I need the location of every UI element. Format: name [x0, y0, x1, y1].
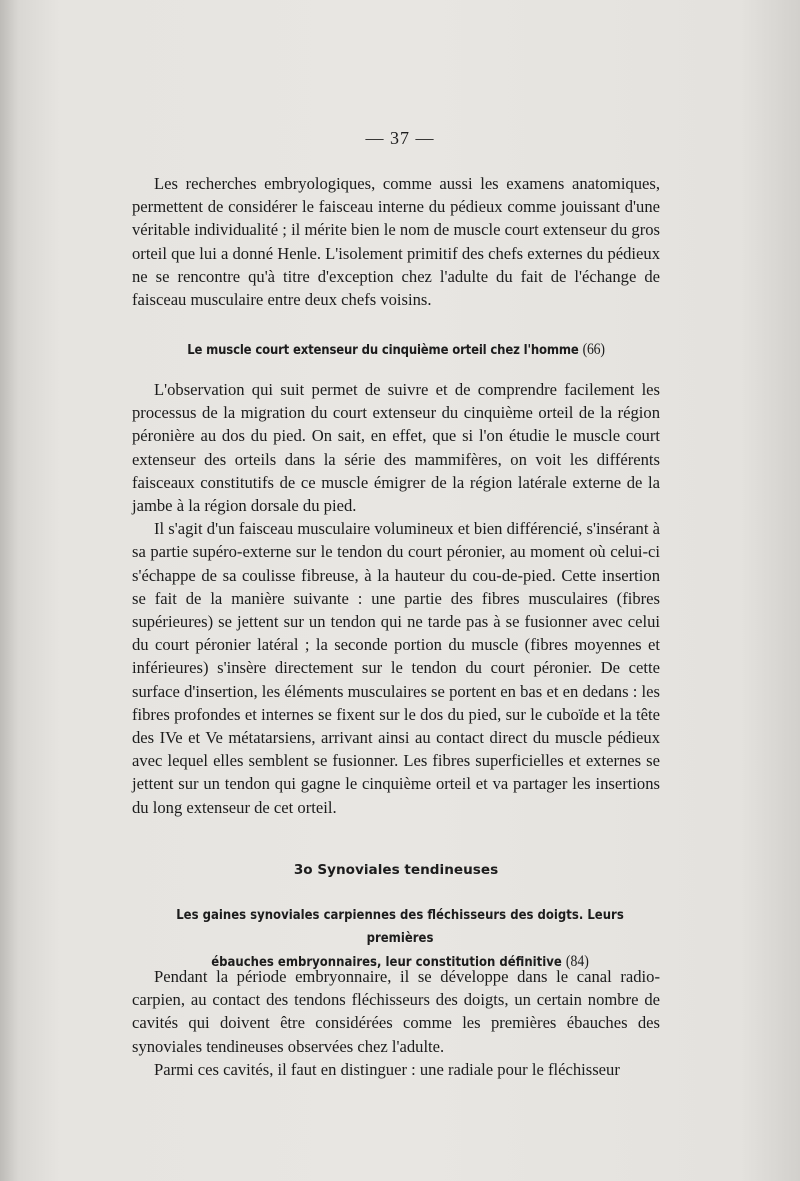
- reference-number: (66): [582, 341, 605, 358]
- reference-number: (84): [565, 953, 589, 970]
- body-block-3: [132, 965, 660, 1081]
- sub-heading-text: ébauches embryonnaires, leur constitution définitive: [211, 954, 562, 970]
- body-block-2: [132, 378, 660, 819]
- sub-heading-line: Les gaines synoviales carpiennes des fléchisseurs des doigts. Leurs premières: [176, 907, 624, 946]
- section-heading: [169, 341, 623, 359]
- heading-text: Le muscle court extenseur du cinquième orteil chez l'homme: [187, 342, 579, 358]
- paragraph: Il s'agit d'un faisceau musculaire volumineux et bien différencié, s'insérant à sa partie supéro-externe sur le tendon du court péronier, au moment où celui-ci s'échappe de sa coulisse fibreuse, à la hauteur du cou-de-pied. Cette insertion se fait de la manière suivante : une partie des fibres musculaires (fibres supérieures) se jettent sur un tendon qui ne tarde pas à se fusionner avec celui du court péronier latéral ; la seconde portion du muscle (fibres moyennes et inférieures) s'insère directement sur le tendon du court péronier. De cette surface d'insertion, les éléments musculaires se portent en bas et en dedans : les fibres profondes et internes se fixent sur le dos du pied, sur le cuboïde et la tête des IVe et Ve métatarsiens, arrivant ainsi au contact direct du muscle pédieux avec lequel elles semblent se fusionner. Les fibres superficielles et externes se jettent sur un tendon qui gagne le cinquième orteil et va partager les insertions du long extenseur de cet orteil.: [132, 519, 660, 817]
- paragraph: Parmi ces cavités, il faut en distinguer : une radiale pour le fléchisseur: [154, 1059, 620, 1079]
- paragraph: Les recherches embryologiques, comme aussi les examens anatomiques, permettent de considérer le faisceau interne du pédieux comme jouissant d'une véritable individualité ; il mérite bien le nom de muscle court extenseur du gros orteil que lui a donné Henle. L'isolement primitif des chefs externes du pédieux ne se rencontre qu'à titre d'exception chez l'adulte du fait de l'échange de faisceau musculaire entre deux chefs voisins.: [132, 174, 660, 310]
- body-block-1: [132, 172, 660, 311]
- paragraph: Pendant la période embryonnaire, il se développe dans le canal radio-carpien, au contact des tendons fléchisseurs des doigts, un certain nombre de cavités qui doivent être considérées comme les premières ébauches des synoviales tendineuses observées chez l'adulte.: [132, 967, 660, 1056]
- section-title: 3o Synoviales tendineuses: [293, 862, 499, 878]
- page-number: — 37 —: [365, 128, 435, 148]
- paragraph: L'observation qui suit permet de suivre et de comprendre facilement les processus de la migration du court extenseur du cinquième orteil de la région péronière au dos du pied. On sait, en effet, que si l'on étudie le muscle court extenseur des orteils dans la série des mammifères, on voit les différents faisceaux constitutifs de ce muscle émigrer de la région latérale externe de la jambe à la région dorsale du pied.: [132, 380, 660, 516]
- sub-heading: [159, 904, 641, 974]
